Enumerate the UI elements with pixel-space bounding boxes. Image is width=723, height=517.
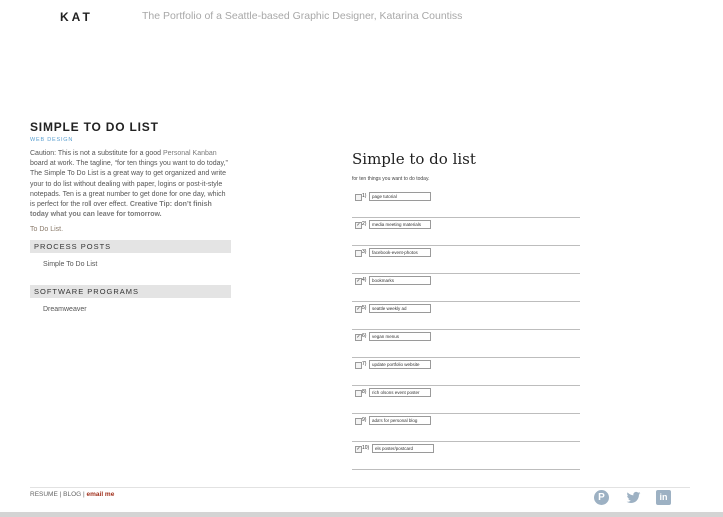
todo-checkbox[interactable] [355, 250, 362, 257]
todo-checkbox[interactable] [355, 362, 362, 369]
todo-number: 9) [362, 417, 367, 423]
twitter-icon[interactable] [626, 490, 641, 505]
todo-checkbox[interactable] [355, 194, 362, 201]
todo-item [352, 330, 580, 358]
creative-tip: Creative Tip: don’t finish today what you can leave for tomorrow. [30, 201, 212, 219]
process-posts-heading: PROCESS POSTS [30, 240, 231, 253]
todo-item [352, 386, 580, 414]
footer-separator: | [57, 491, 64, 498]
todo-checkbox[interactable]: ✓ [356, 278, 361, 284]
pinterest-icon[interactable]: P [594, 490, 609, 505]
todo-number: 8) [362, 389, 367, 395]
todo-number: 7) [362, 361, 367, 367]
footer-links [30, 491, 114, 498]
resume-link[interactable]: RESUME [30, 491, 58, 498]
todo-number: 4) [362, 277, 367, 283]
software-programs-heading: SOFTWARE PROGRAMS [30, 285, 231, 298]
todo-text-field[interactable]: rich olsons event poster [369, 388, 431, 397]
todo-item [352, 302, 580, 330]
todo-checkbox[interactable]: ✓ [356, 446, 361, 452]
todo-number: 5) [362, 305, 367, 311]
todo-checkbox[interactable]: ✓ [356, 222, 361, 228]
todo-checkbox[interactable]: ✓ [356, 334, 361, 340]
software-item: Dreamweaver [43, 306, 87, 314]
blog-link[interactable]: BLOG [63, 491, 82, 498]
todo-text-field[interactable]: bookmarks [369, 276, 431, 285]
todo-number: 10) [362, 445, 370, 451]
process-post-link[interactable]: Simple To Do List [43, 261, 98, 269]
todo-text-field[interactable]: els poster/postcard [372, 444, 434, 453]
todo-checkbox[interactable] [355, 390, 362, 397]
to-do-list-link[interactable]: To Do List. [30, 226, 64, 234]
personal-kanban-link[interactable]: Personal Kanban [162, 150, 217, 157]
todo-item [352, 358, 580, 386]
todo-text-field[interactable]: ada's for personal blog [369, 416, 431, 425]
todo-number: 3) [362, 249, 367, 255]
todo-text-field[interactable]: media meeting materials [369, 220, 431, 229]
todo-number: 1) [362, 193, 367, 199]
project-category[interactable]: WEB DESIGN [30, 137, 74, 143]
todo-item [352, 218, 580, 246]
project-description [30, 149, 231, 220]
todo-item [352, 442, 580, 470]
todo-subtitle: for ten things you want to do today. [352, 176, 430, 182]
todo-text-field[interactable]: facebook-event-photos [369, 248, 431, 257]
todo-item [352, 190, 580, 218]
footer-divider [30, 487, 690, 488]
linkedin-icon[interactable]: in [656, 490, 671, 505]
desc-text-2: board at work. The tagline, “for ten things you want to do today,” The Simple To Do List is a great way to get organized and write your to do list without dealing with paper, logins or post-it-style notepads. Ten is a great number to get done for one day, which is perfect for the roll over effect. [30, 160, 228, 209]
site-tagline: The Portfolio of a Seattle-based Graphic Designer, Katarina Countiss [142, 10, 463, 22]
footer-separator: | [81, 491, 87, 498]
todo-item [352, 274, 580, 302]
todo-text-field[interactable]: page tutorial [369, 192, 431, 201]
todo-app [352, 150, 580, 470]
bottom-scrollbar[interactable] [0, 512, 723, 517]
todo-checkbox[interactable]: ✓ [356, 306, 361, 312]
todo-text-field[interactable]: seattle weekly ad [369, 304, 431, 313]
desc-text-1: Caution: This is not a substitute for a good [30, 150, 163, 157]
todo-number: 2) [362, 221, 367, 227]
todo-list [352, 190, 580, 470]
todo-title: Simple to do list [352, 150, 476, 168]
email-me-link[interactable]: email me [86, 491, 115, 498]
todo-text-field[interactable]: vegan menus [369, 332, 431, 341]
todo-text-field[interactable]: update portfolio website [369, 360, 431, 369]
site-logo[interactable]: KAT [60, 10, 93, 24]
todo-item [352, 414, 580, 442]
project-title: SIMPLE TO DO LIST [30, 120, 159, 134]
todo-number: 6) [362, 333, 367, 339]
todo-item [352, 246, 580, 274]
project-sidebar [30, 120, 231, 313]
todo-checkbox[interactable] [355, 418, 362, 425]
